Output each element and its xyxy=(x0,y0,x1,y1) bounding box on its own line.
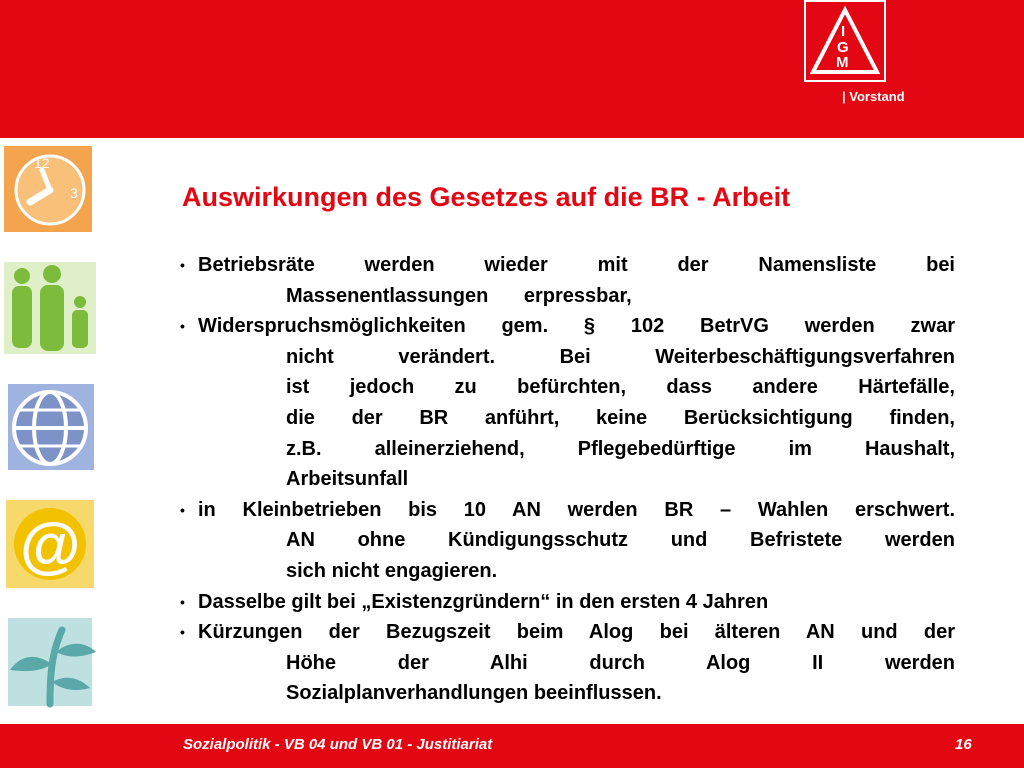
header-band xyxy=(0,0,1024,138)
footer-text: Sozialpolitik - VB 04 und VB 01 - Justitiariat xyxy=(183,736,493,753)
bullet-line: • Widerspruchsmöglichkeiten gem. § 102 BetrVG werden zwar xyxy=(198,315,955,338)
bullet-line: AN ohne Kündigungsschutz und Befristete werden xyxy=(286,529,955,552)
bullet-line: z.B. alleinerziehend, Pflegebedürftige im Haushalt, xyxy=(286,437,955,460)
bullet-item xyxy=(180,495,955,587)
slide-title: Auswirkungen des Gesetzes auf die BR - Arbeit xyxy=(182,182,791,212)
logo-letter-g: G xyxy=(837,39,849,56)
at-sign-icon xyxy=(0,494,102,596)
logo-letter-i: I xyxy=(841,23,846,40)
clock-icon xyxy=(0,140,102,242)
bullet-list xyxy=(180,250,955,709)
bullet-line: • Kürzungen der Bezugszeit beim Alog bei älteren AN und der xyxy=(198,621,955,644)
bullet-line: • Dasselbe gilt bei „Existenzgründern“ in den ersten 4 Jahren xyxy=(198,590,769,613)
family-icon xyxy=(0,258,102,360)
ig-metall-logo xyxy=(804,0,886,82)
bullet-line: Arbeitsunfall xyxy=(286,468,409,491)
bullet-item xyxy=(180,617,955,709)
org-label: | Vorstand xyxy=(842,89,905,104)
bullet-line: • in Kleinbetrieben bis 10 AN werden BR – Wahlen erschwert. xyxy=(198,498,955,521)
bullet-line: Höhe der Alhi durch Alog II werden xyxy=(286,651,955,674)
svg-text:3: 3 xyxy=(70,185,78,201)
bullet-line: die der BR anführt, keine Berücksichtigung finden, xyxy=(286,406,955,429)
svg-text:@: @ xyxy=(20,511,81,580)
bullet-line: • Betriebsräte werden wieder mit der Namensliste bei xyxy=(198,254,955,276)
bullet-line: nicht verändert. Bei Weiterbeschäftigungsverfahren xyxy=(286,345,955,368)
bullet-item xyxy=(180,587,955,618)
page-number: 16 xyxy=(955,736,972,753)
logo-letter-m: M xyxy=(836,54,849,71)
bullet-line: sich nicht engagieren. xyxy=(286,559,498,582)
globe-icon xyxy=(0,376,102,478)
bullet-line: Sozialplanverhandlungen beeinflussen. xyxy=(286,682,662,705)
bullet-item xyxy=(180,311,955,495)
bullet-item xyxy=(180,250,955,311)
svg-text:12: 12 xyxy=(34,155,50,171)
bullet-line: Massenentlassungen erpressbar, xyxy=(286,284,632,307)
bullet-line: ist jedoch zu befürchten, dass andere Härtefälle, xyxy=(286,376,955,399)
footer-band xyxy=(0,724,1024,768)
plant-icon xyxy=(0,612,102,714)
